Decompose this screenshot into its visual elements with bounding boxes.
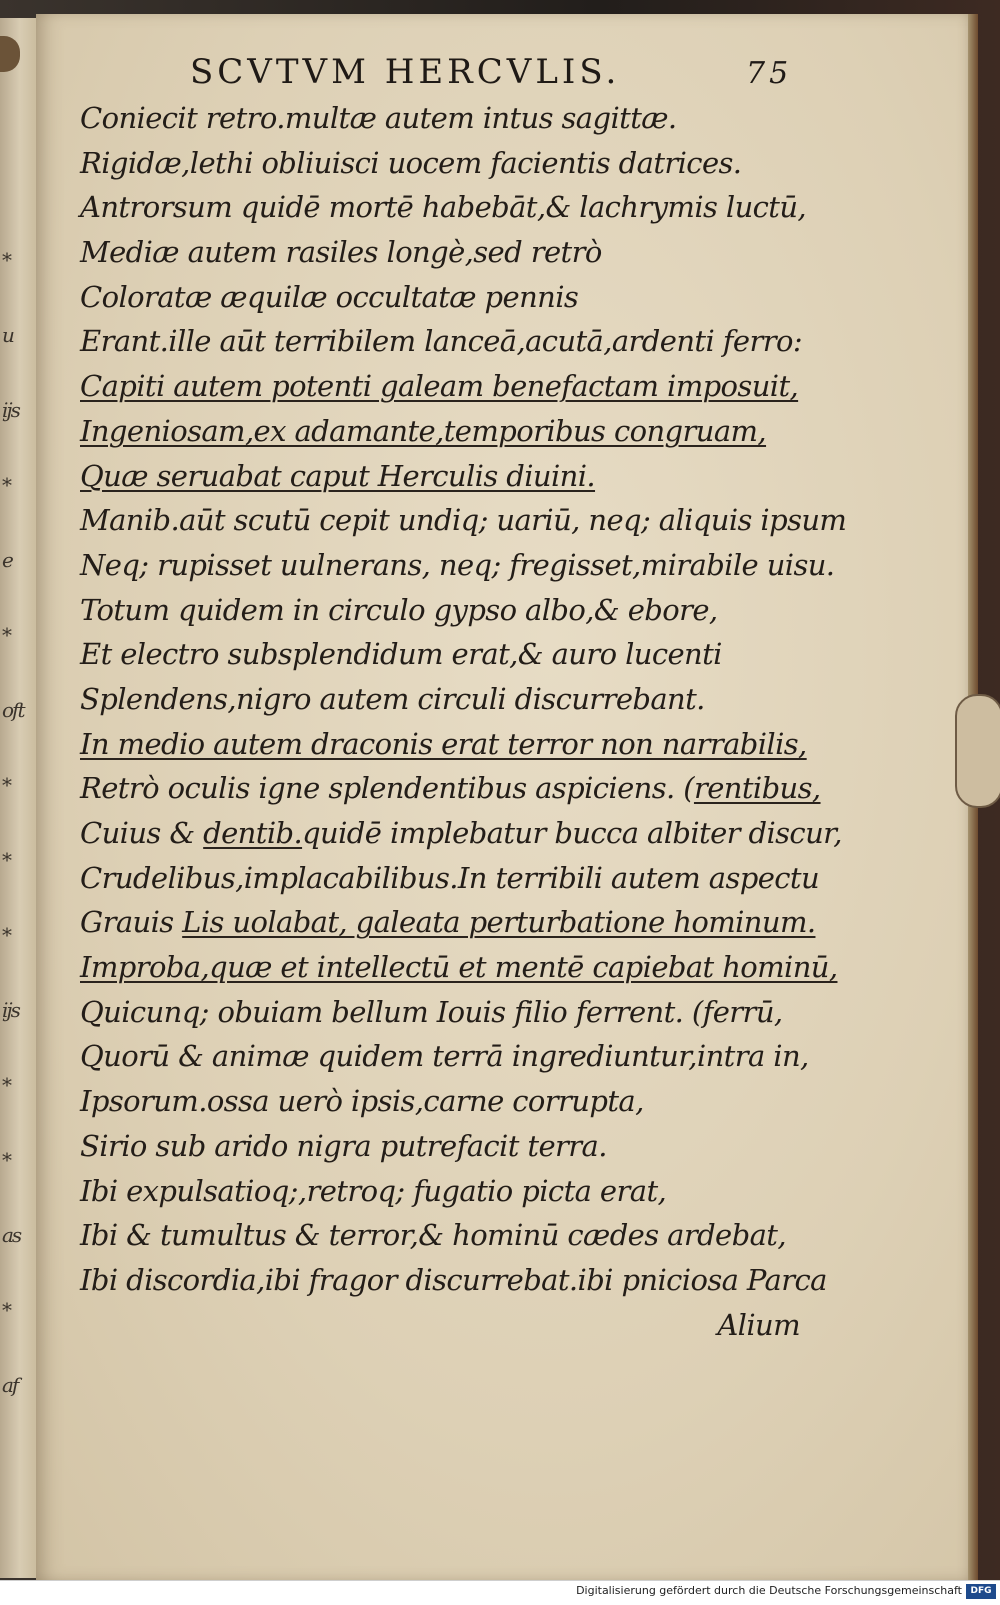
- catchword: Alium: [717, 1307, 800, 1342]
- verso-margin-fragment: ijs: [2, 398, 19, 422]
- verse-line: [80, 96, 820, 141]
- verso-margin-fragment: oft: [2, 698, 24, 722]
- verso-margin-fragment: *: [2, 1298, 10, 1322]
- verse-text-block: [80, 96, 847, 1347]
- verse-line: [80, 1213, 820, 1258]
- page-number: 75: [746, 56, 793, 91]
- verse-line: [80, 722, 820, 767]
- verse-line: [80, 230, 820, 275]
- verse-line: [80, 364, 820, 409]
- verso-binding-tab: [0, 36, 20, 72]
- line-text: Totum quidem in circulo gypso albo,& ebore,: [80, 592, 718, 627]
- verse-line: [80, 677, 820, 722]
- line-text: Ibi & tumultus & terror,& hominū cædes ardebat,: [80, 1218, 786, 1253]
- line-text: Ipsorum.ossa uerò ipsis,carne corrupta,: [80, 1084, 644, 1119]
- verse-line: [80, 275, 820, 320]
- verse-line: [80, 945, 838, 990]
- underlined-text: Quæ seruabat caput Herculis diuini.: [80, 458, 596, 493]
- verse-line: [80, 632, 820, 677]
- verse-line: [80, 454, 820, 499]
- verso-page-edge: [0, 18, 38, 1578]
- verse-line: [80, 856, 820, 901]
- verse-line: [80, 185, 820, 230]
- verso-margin-fragment: e: [2, 548, 12, 572]
- verso-margin-fragment: af: [2, 1373, 18, 1397]
- verse-line: [80, 1169, 820, 1214]
- underlined-text: Capiti autem potenti galeam benefactam imposuit,: [80, 369, 799, 404]
- underlined-text: dentib.: [203, 816, 303, 850]
- verse-line: [80, 588, 820, 633]
- verse-line: [80, 1258, 827, 1303]
- line-text: Cuius &: [80, 816, 204, 850]
- line-text: Quorū & animæ quidem terrā ingrediuntur,intra in,: [80, 1039, 809, 1074]
- line-text: Coniecit retro.multæ autem intus sagittæ.: [80, 101, 677, 135]
- verse-line: [80, 543, 835, 588]
- line-text: Retrò oculis igne splendentibus aspiciens. (: [80, 771, 694, 806]
- line-text: Mediæ autem rasiles longè,sed retrò: [80, 235, 602, 270]
- underlined-text: In medio autem draconis erat terror non narrabilis,: [80, 726, 807, 761]
- verse-line: [80, 1124, 820, 1169]
- verse-line: [80, 1034, 820, 1079]
- line-text: Coloratæ æquilæ occultatæ pennis: [80, 279, 579, 314]
- line-text: Erant.ille aūt terribilem lanceā,acutā,ardenti ferro:: [80, 324, 803, 359]
- underlined-text: rentibus,: [693, 771, 821, 806]
- line-text: Neq; rupisset uulnerans, neq; fregisset,mirabile uisu.: [80, 547, 835, 582]
- verse-line: [80, 900, 820, 945]
- verse-line: [80, 990, 820, 1035]
- line-text: Rigidæ,lethi obliuisci uocem facientis datrices.: [80, 145, 742, 180]
- verso-margin-fragment: *: [2, 623, 10, 647]
- underlined-text: Ingeniosam,ex adamante,temporibus congruam,: [80, 413, 767, 448]
- verso-margin-fragment: as: [2, 1223, 21, 1247]
- verso-margin-fragment: u: [2, 323, 13, 347]
- line-text: Ibi discordia,ibi fragor discurrebat.ibi pniciosa Parca: [80, 1262, 827, 1297]
- line-text: quidē implebatur bucca albiter discur,: [302, 816, 842, 850]
- verse-line: [80, 766, 820, 811]
- verse-line: [80, 1079, 820, 1124]
- line-text: Crudelibus,implacabilibus.In terribili autem aspectu: [80, 860, 820, 895]
- line-text: Manib.aūt scutū cepit undiq; uariū, neq; aliquis ipsum: [80, 503, 847, 538]
- verso-margin-fragment: *: [2, 923, 10, 947]
- running-head: SCVTVM HERCVLIS.: [190, 52, 621, 92]
- underlined-text: Improba,quæ et intellectū et mentē capiebat hominū,: [80, 950, 838, 985]
- line-text: Grauis: [80, 905, 183, 940]
- line-text: Sirio sub arido nigra putrefacit terra.: [80, 1128, 607, 1163]
- line-text: Antrorsum quidē mortē habebāt,& lachrymis luctū,: [80, 190, 807, 225]
- verse-line: [80, 498, 847, 543]
- verso-margin-fragment: *: [2, 1148, 10, 1172]
- verse-line: [80, 141, 820, 186]
- verso-margin-fragment: *: [2, 1073, 10, 1097]
- footer-bar: [0, 1580, 1000, 1605]
- page-clip-tab: [955, 694, 1000, 808]
- verse-line: [80, 319, 820, 364]
- verse-line: [80, 409, 820, 454]
- verso-margin-fragment: *: [2, 473, 10, 497]
- line-text: Ibi expulsatioq;,retroq; fugatio picta erat,: [80, 1173, 667, 1208]
- line-text: Et electro subsplendidum erat,& auro lucenti: [80, 637, 722, 672]
- verso-margin-fragment: *: [2, 773, 10, 797]
- verse-line: [80, 811, 842, 856]
- footer-credit: Digitalisierung gefördert durch die Deutsche Forschungsgemeinschaft: [576, 1584, 962, 1597]
- verso-margin-fragment: *: [2, 248, 10, 272]
- dfg-logo: DFG: [966, 1584, 996, 1599]
- verso-margin-fragment: *: [2, 848, 10, 872]
- underlined-text: Lis uolabat, galeata perturbatione hominum.: [182, 905, 816, 940]
- line-text: Quicunq; obuiam bellum Iouis filio ferrent. (ferrū,: [80, 994, 783, 1029]
- verso-margin-fragment: ijs: [2, 998, 19, 1022]
- line-text: Splendens,nigro autem circuli discurrebant.: [80, 681, 705, 716]
